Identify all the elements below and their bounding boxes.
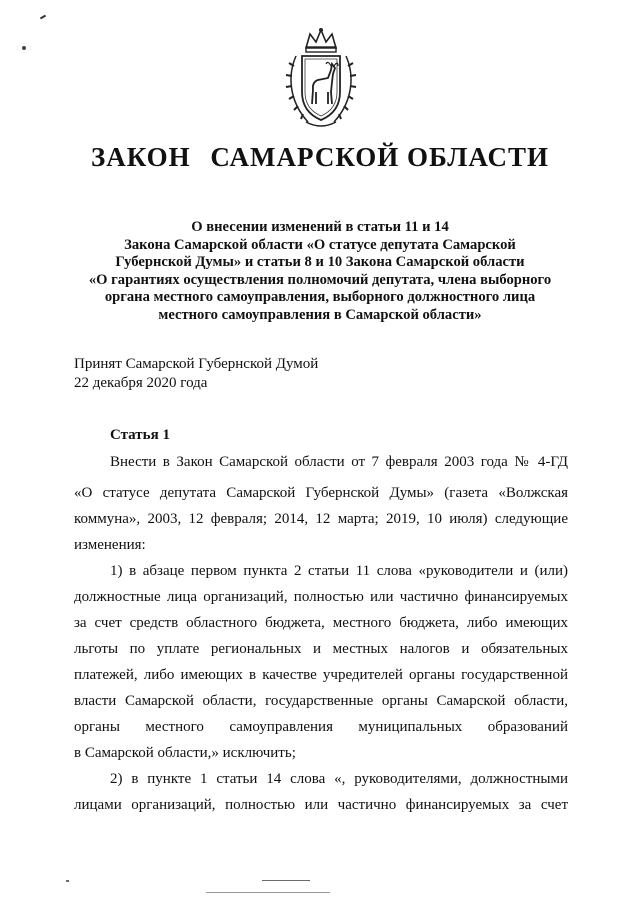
adoption-date: 22 декабря 2020 года xyxy=(74,375,208,391)
article-line: 2) в пункте 1 статьи 14 слова «, руководителями, должностными xyxy=(110,771,568,787)
article-line: «О статусе депутата Самарской Губернской Думы» (газета «Волжская xyxy=(74,485,568,501)
scan-artifact xyxy=(206,892,330,893)
article-line: платежей, либо имеющих в качестве учредителей органы государственной xyxy=(74,667,568,683)
article-line: за счет средств областного бюджета, местного бюджета, либо имеющих xyxy=(74,615,568,631)
article-line: власти Самарской области, государственные органы Самарской области, xyxy=(74,693,568,709)
article-line: Внести в Закон Самарской области от 7 февраля 2003 года № 4-ГД xyxy=(110,454,568,470)
corner-mark xyxy=(22,46,26,50)
coat-of-arms-icon xyxy=(282,26,360,132)
document-title xyxy=(0,142,640,173)
article-heading: Статья 1 xyxy=(110,427,170,443)
subtitle-line: «О гарантиях осуществления полномочий депутата, члена выборного xyxy=(88,271,552,288)
article-line: органы местного самоуправления муниципальных образований xyxy=(74,719,568,735)
article-line: льготы по уплате региональных и местных налогов и обязательных xyxy=(74,641,568,657)
law-subtitle xyxy=(70,219,570,324)
subtitle-line: Закона Самарской области «О статусе депутата Самарской xyxy=(124,236,516,253)
scan-artifact xyxy=(66,880,69,882)
subtitle-line: О внесении изменений в статьи 11 и 14 xyxy=(191,219,449,235)
article-line: коммуна», 2003, 12 февраля; 2014, 12 марта; 2019, 10 июля) следующие xyxy=(74,511,568,527)
title-word: ЗАКОН xyxy=(90,142,191,172)
scan-artifact xyxy=(262,880,310,881)
title-word: ОБЛАСТИ xyxy=(407,142,549,172)
article-line: лицами организаций, полностью или частично финансируемых за счет xyxy=(74,797,568,813)
article-line: изменения: xyxy=(74,537,146,553)
adoption-line: Принят Самарской Губернской Думой xyxy=(74,356,319,372)
corner-mark xyxy=(40,15,46,20)
subtitle-line: Губернской Думы» и статьи 8 и 10 Закона Самарской области xyxy=(115,254,525,270)
article-line: 1) в абзаце первом пункта 2 статьи 11 слова «руководители и (или) xyxy=(110,563,568,579)
title-word: САМАРСКОЙ xyxy=(210,142,400,172)
article-line: должностные лица организаций, полностью или частично финансируемых xyxy=(74,589,568,605)
adoption-info xyxy=(74,355,318,393)
subtitle-line: местного самоуправления в Самарской области» xyxy=(158,306,482,323)
article-line: в Самарской области,» исключить; xyxy=(74,745,296,761)
subtitle-line: органа местного самоуправления, выборного должностного лица xyxy=(104,289,536,305)
